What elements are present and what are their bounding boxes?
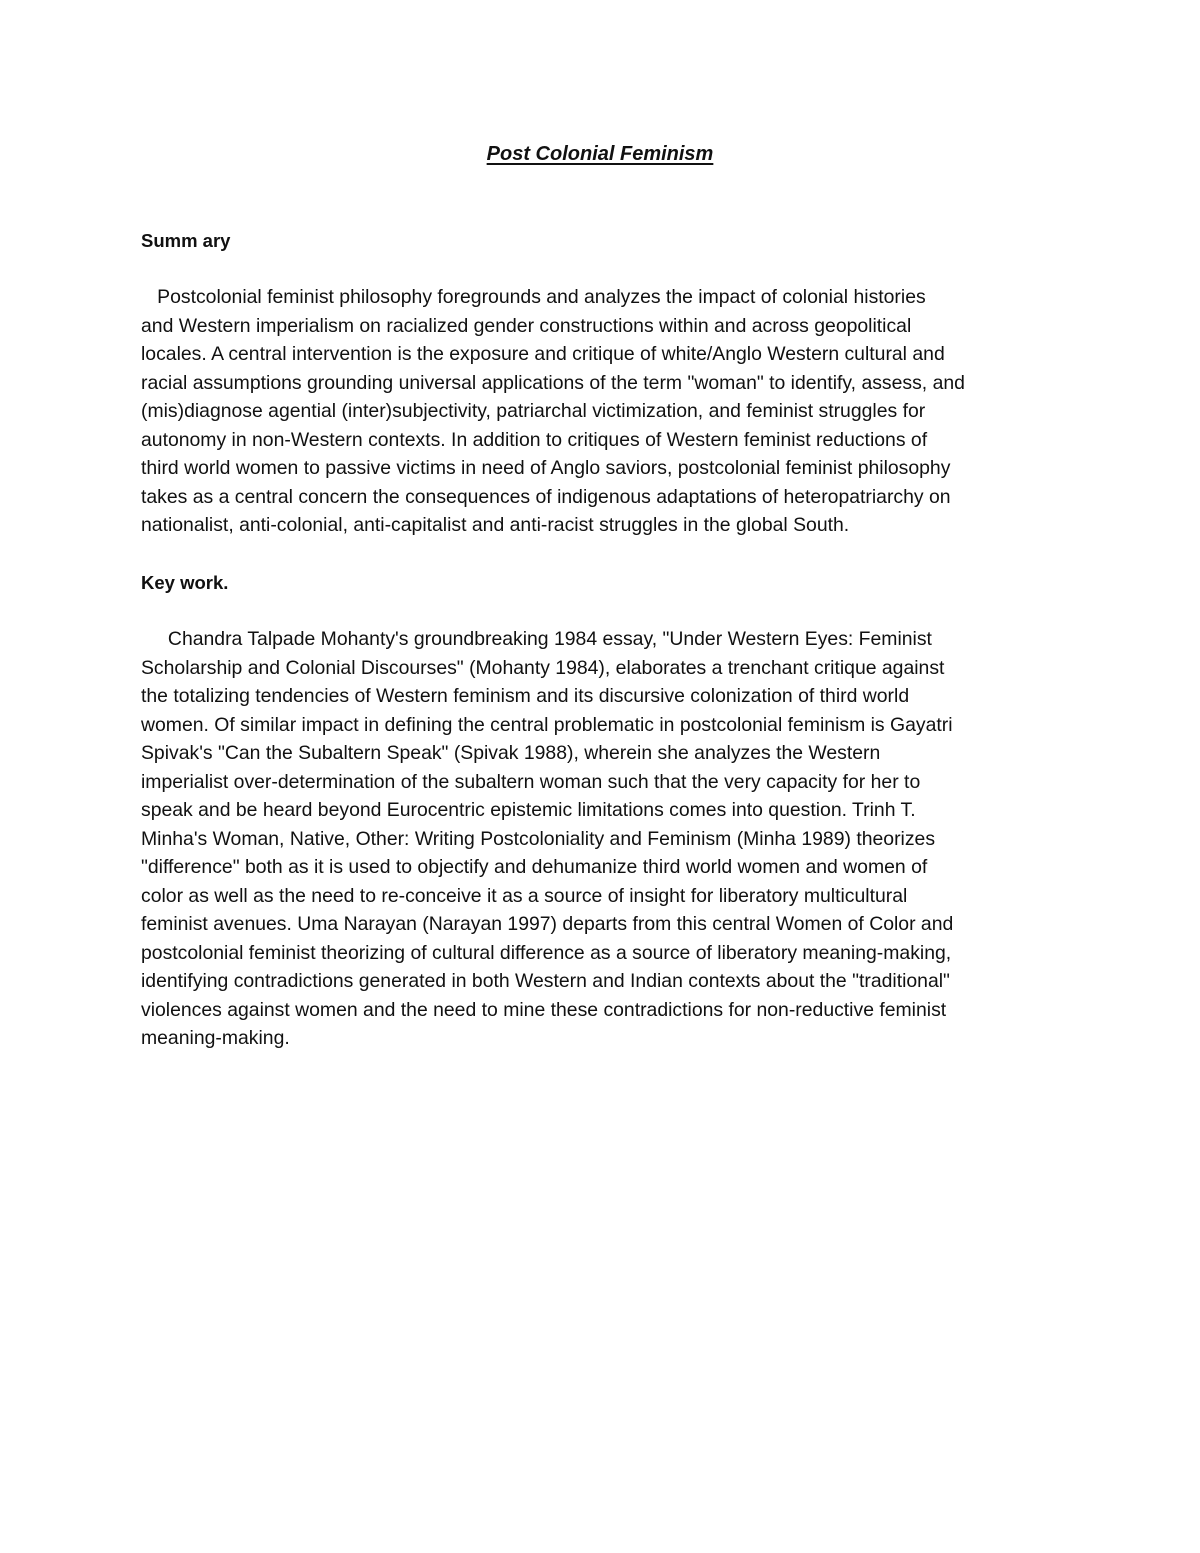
paragraph-line: the totalizing tendencies of Western feminism and its discursive colonization of third world	[141, 685, 910, 707]
key-work-paragraph	[141, 625, 1071, 1053]
section-heading-key-work: Key work.	[141, 572, 229, 593]
paragraph-line: violences against women and the need to mine these contradictions for non-reductive feminist	[141, 998, 947, 1021]
paragraph-line: feminist avenues. Uma Narayan (Narayan 1997) departs from this central Women of Color and	[141, 913, 954, 935]
paragraph-line: and Western imperialism on racialized gender constructions within and across geopolitical	[141, 314, 912, 337]
paragraph-line: locales. A central intervention is the exposure and critique of white/Anglo Western cultural and	[141, 343, 945, 365]
paragraph-line: racial assumptions grounding universal applications of the term "woman" to identify, assess, and	[141, 371, 965, 394]
paragraph-line: (mis)diagnose agential (inter)subjectivity, patriarchal victimization, and feminist struggles for	[141, 400, 926, 422]
paragraph-line: nationalist, anti-colonial, anti-capitalist and anti-racist struggles in the global South.	[141, 514, 850, 536]
paragraph-line: meaning-making.	[141, 1027, 290, 1049]
paragraph-line: Chandra Talpade Mohanty's groundbreaking 1984 essay, "Under Western Eyes: Feminist	[141, 628, 932, 650]
paragraph-line: takes as a central concern the consequences of indigenous adaptations of heteropatriarchy on	[141, 485, 951, 508]
paragraph-line: color as well as the need to re-conceive it as a source of insight for liberatory multicultural	[141, 884, 908, 907]
paragraph-line: Scholarship and Colonial Discourses" (Mohanty 1984), elaborates a trenchant critique against	[141, 656, 945, 679]
paragraph-line: third world women to passive victims in need of Anglo saviors, postcolonial feminist philosophy	[141, 457, 951, 479]
document-title: Post Colonial Feminism	[486, 143, 714, 165]
paragraph-line: "difference" both as it is used to objectify and dehumanize third world women and women of	[141, 856, 928, 878]
paragraph-line: women. Of similar impact in defining the central problematic in postcolonial feminism is Gayatri	[141, 713, 953, 736]
paragraph-line: Spivak's "Can the Subaltern Speak" (Spivak 1988), wherein she analyzes the Western	[141, 742, 881, 764]
paragraph-line: imperialist over-determination of the subaltern woman such that the very capacity for her to	[141, 770, 921, 793]
paragraph-line: Postcolonial feminist philosophy foregrounds and analyzes the impact of colonial histories	[141, 286, 926, 308]
paragraph-line: identifying contradictions generated in both Western and Indian contexts about the "traditional"	[141, 970, 950, 992]
paragraph-line: speak and be heard beyond Eurocentric epistemic limitations comes into question. Trinh T.	[141, 799, 916, 821]
summary-paragraph	[141, 283, 1071, 540]
section-heading-summary: Summ ary	[141, 230, 231, 251]
paragraph-line: postcolonial feminist theorizing of cultural difference as a source of liberatory meaning-making,	[141, 941, 952, 964]
paragraph-line: autonomy in non-Western contexts. In addition to critiques of Western feminist reductions of	[141, 428, 928, 451]
paragraph-line: Minha's Woman, Native, Other: Writing Postcoloniality and Feminism (Minha 1989) theorizes	[141, 827, 936, 850]
